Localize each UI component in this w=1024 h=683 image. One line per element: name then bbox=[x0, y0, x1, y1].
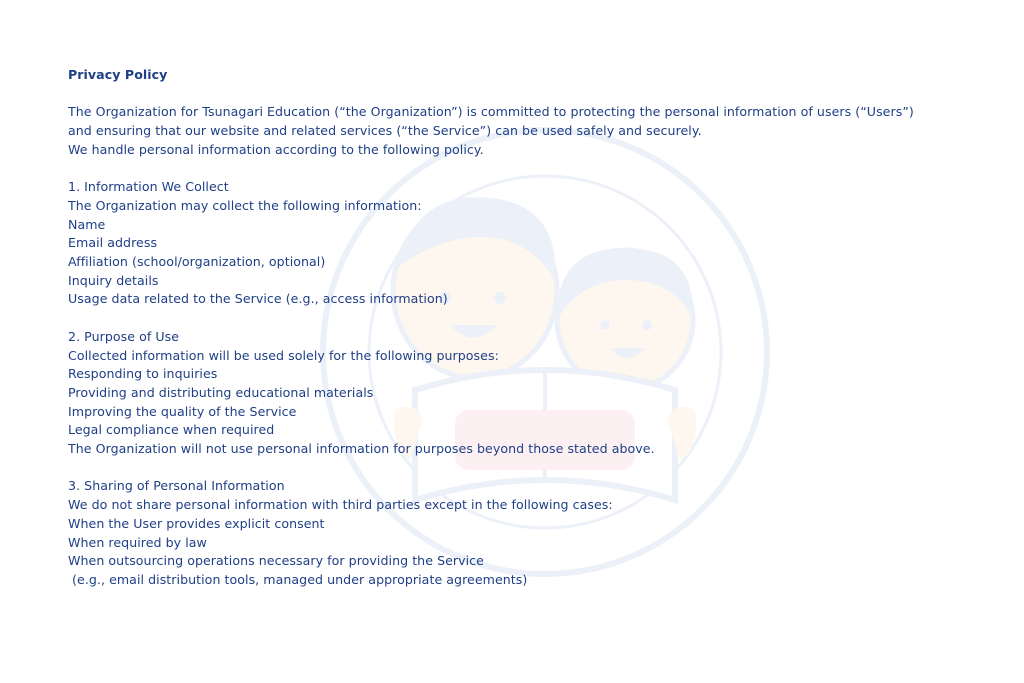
section-heading: 3. Sharing of Personal Information bbox=[68, 478, 285, 494]
section-information-we-collect bbox=[68, 178, 968, 309]
section-sharing-of-personal-information bbox=[68, 477, 968, 589]
section-heading: 2. Purpose of Use bbox=[68, 328, 180, 344]
section-purpose-of-use bbox=[68, 328, 968, 459]
section-line: Affiliation (school/organization, optional) bbox=[68, 254, 326, 269]
section-line: We do not share personal information with third parties except in the following cases: bbox=[68, 497, 613, 513]
section-line: Responding to inquiries bbox=[68, 366, 218, 382]
section-line: Providing and distributing educational materials bbox=[68, 384, 374, 400]
section-heading: 1. Information We Collect bbox=[68, 179, 229, 195]
intro-line: The Organization for Tsunagari Education (“the Organization”) is committed to protecting the personal information of users (“Users”) bbox=[68, 104, 914, 120]
section-line: Email address bbox=[68, 235, 158, 251]
intro-line: We handle personal information according to the following policy. bbox=[68, 141, 484, 157]
section-line: The Organization will not use personal information for purposes beyond those stated above. bbox=[68, 441, 655, 457]
section-line: Inquiry details bbox=[68, 272, 159, 288]
section-line: Improving the quality of the Service bbox=[68, 403, 297, 419]
section-line: The Organization may collect the following information: bbox=[68, 197, 422, 213]
section-line: When outsourcing operations necessary for providing the Service bbox=[68, 553, 484, 569]
section-line: Collected information will be used solely for the following purposes: bbox=[68, 347, 499, 363]
intro-line: and ensuring that our website and related services (“the Service”) can be used safely and securely. bbox=[68, 123, 702, 139]
section-line: Name bbox=[68, 216, 106, 232]
section-line: Usage data related to the Service (e.g., access information) bbox=[68, 291, 448, 307]
privacy-policy-document bbox=[68, 66, 968, 608]
page-title: Privacy Policy bbox=[68, 67, 168, 82]
section-line: When required by law bbox=[68, 534, 207, 550]
section-line: When the User provides explicit consent bbox=[68, 515, 325, 531]
section-line: (e.g., email distribution tools, managed under appropriate agreements) bbox=[68, 571, 528, 587]
section-line: Legal compliance when required bbox=[68, 422, 275, 438]
intro-paragraph bbox=[68, 103, 968, 159]
